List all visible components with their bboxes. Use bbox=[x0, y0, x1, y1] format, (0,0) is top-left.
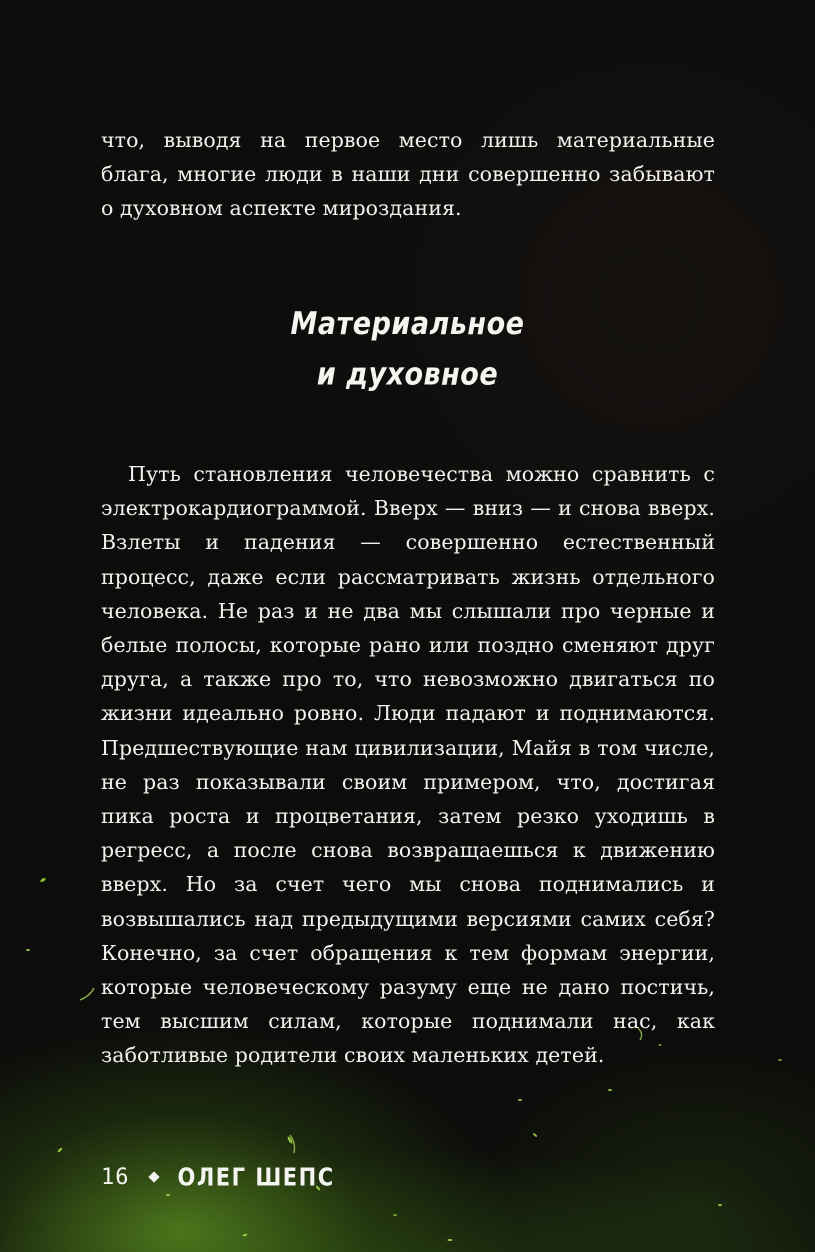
section-heading-line-2: и духовное bbox=[316, 356, 499, 393]
page-footer bbox=[101, 1160, 335, 1194]
bullet-separator-icon bbox=[148, 1171, 159, 1182]
section-heading-line-1: Материальное bbox=[290, 306, 525, 342]
main-paragraph: Путь становления человечества можно сравнить с электрокардиограммой. Вверх — вниз — и снова вверх. Взлеты и падения — совершенно естественный процесс, даже если рассматривать жизнь отдельного человека. Не раз и не два мы слышали про черные и белые полосы, которые рано или поздно сменяют друг друга, а также про то, что невозможно двигаться по жизни идеально ровно. Люди падают и поднимаются. Предшествующие нам цивилизации, Майя в том числе, не раз показывали своим примером, что, достигая пика роста и процветания, затем резко уходишь в регресс, а после снова возвращаешься к движению вверх. Но за счет чего мы снова поднимались и возвышались над предыдущими версиями самих себя? Конечно, за счет обращения к тем формам энергии, которые человеческому разуму еще не дано постичь, тем высшим силам, которые поднимали нас, как заботливые родители своих маленьких детей. bbox=[101, 462, 715, 1068]
page-number: 16 bbox=[101, 1164, 130, 1190]
author-name: ОЛЕГ ШЕПС bbox=[177, 1162, 335, 1192]
intro-paragraph: что, выводя на первое место лишь материальные блага, многие люди в наши дни совершенно забывают о духовном аспекте мироздания. bbox=[101, 128, 715, 221]
section-heading bbox=[0, 299, 815, 400]
